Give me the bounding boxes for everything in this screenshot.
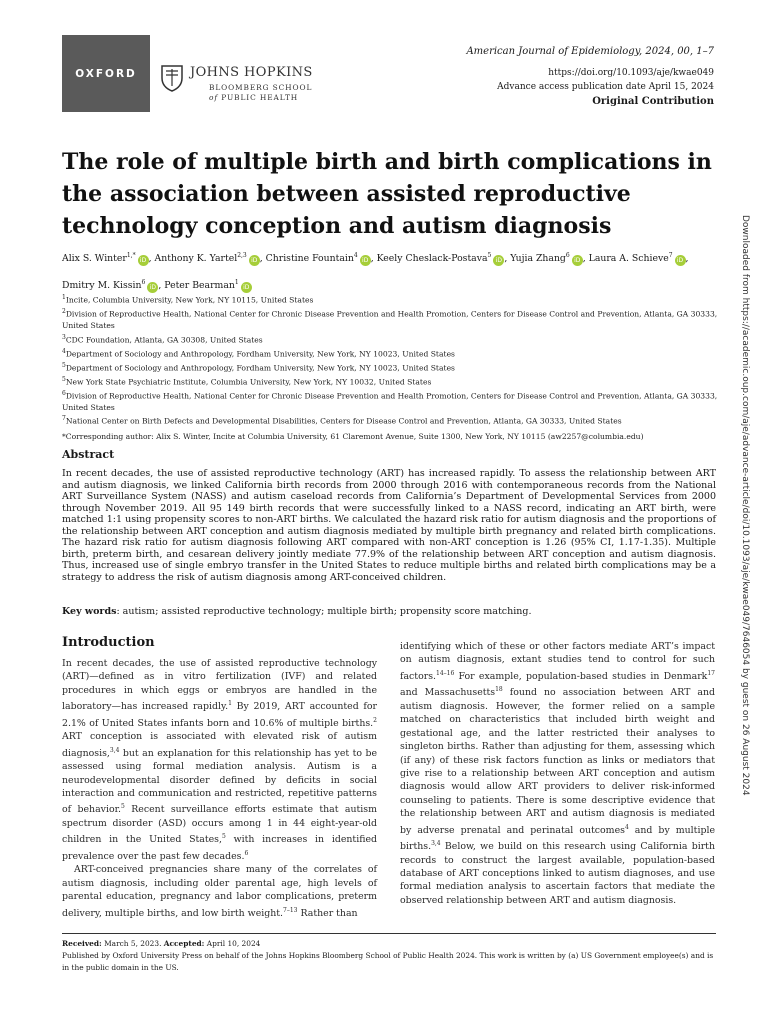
orcid-icon[interactable]: iD xyxy=(138,255,149,266)
intro-paragraph-2: ART-conceived pregnancies share many of the correlates of autism diagnosis, including older parental age, high levels of parental education, pregnancy and labor complications, preterm delivery, multiple births, and low birth weight.$^{7-13}$ Rather than xyxy=(62,864,377,919)
affiliation: $^6$Division of Reproductive Health, National Center for Chronic Disease Prevention and Health Promotion, Centers for Disease Control and Prevention, Atlanta, GA 30333, United States xyxy=(62,389,718,412)
author xyxy=(164,280,251,291)
footer-divider xyxy=(62,933,716,934)
abstract-text: In recent decades, the use of assisted reproductive technology (ART) has increased rapidly. To assess the relationship between ART and autism diagnosis, we linked California birth records from 2000 through 2016 with contemporaneous records from the National ART Surveillance System (NASS) and autism caseload records from California’s Department of Developmental Services from 2000 through November 2019. All 95 149 birth records that were successfully linked to a NASS record, indicating an ART birth, were matched 1:1 using propensity scores to non-ART births. We calculated the hazard risk ratio for autism diagnosis and the proportions of the relationship between ART conception and autism diagnosis mediated by multiple birth pregnancy and related birth complications. The hazard risk ratio for autism diagnosis following ART compared with non-ART conception is 1.26 (95% CI, 1.17-1.35). Multiple birth, preterm birth, and cesarean delivery jointly mediate 77.9% of the relationship between ART conception and autism diagnosis. Thus, increased use of single embryo transfer in the United States to reduce multiple births and related birth complications may be a strategy to address the risk of autism diagnosis among ART-conceived children. xyxy=(62,468,716,583)
affiliation: $^3$CDC Foundation, Atlanta, GA 30308, United States xyxy=(62,333,263,345)
affiliation: $^4$Department of Sociology and Anthropology, Fordham University, New York, NY 10023, United States xyxy=(62,347,455,359)
body-column-right xyxy=(400,640,715,907)
author-name[interactable]: Keely Cheslack-Postava xyxy=(376,253,488,265)
author-affiliation-marker: 5 xyxy=(487,252,492,259)
corresponding-author: *Corresponding author: Alix S. Winter, Incite at Columbia University, 61 Claremont Avenue, Suite 1300, New York, NY 10115 (aw2257@columbia.edu) xyxy=(62,432,644,442)
keywords-label: Key words xyxy=(62,606,117,617)
author-affiliation-marker: 2,3 xyxy=(237,252,247,259)
jhu-logo xyxy=(160,62,320,114)
author xyxy=(510,253,582,264)
keywords: Key words: autism; assisted reproductive technology; multiple birth; propensity score matching. xyxy=(62,606,532,617)
author xyxy=(62,253,149,264)
orcid-icon[interactable]: iD xyxy=(675,255,686,266)
affiliation: $^2$Division of Reproductive Health, National Center for Chronic Disease Prevention and Health Promotion, Centers for Disease Control and Prevention, Atlanta, GA 30333, United States xyxy=(62,308,718,331)
affiliation: $^1$Incite, Columbia University, New York, NY 10115, United States xyxy=(62,294,314,305)
jhu-subline-2: of PUBLIC HEALTH xyxy=(209,93,299,102)
author-list: Alix S. Winter$^{1,*}$iD , Anthony K. Yartel$^{2,3}$iD , Christine Fountain$^4$iD , Keely Cheslack-Postava$^5$iD , Yujia Zhang$^6$iD , Laura A. Schieve$^7$iD , Dmitry M. Kissin$^6$iD , Peter Bearman$^1$iD xyxy=(62,252,689,292)
author-name[interactable]: Peter Bearman xyxy=(164,280,235,292)
author-name[interactable]: Christine Fountain xyxy=(265,253,354,265)
author xyxy=(589,253,686,264)
author xyxy=(266,253,371,264)
author-affiliation-marker: 7 xyxy=(668,252,673,259)
citation-marker[interactable]: 7–13 xyxy=(283,906,298,914)
orcid-icon[interactable]: iD xyxy=(493,255,504,266)
orcid-icon[interactable]: iD xyxy=(360,255,371,266)
citation-marker[interactable]: 5 xyxy=(121,803,125,811)
citation-marker[interactable]: 17 xyxy=(707,669,715,677)
jhu-shield-icon xyxy=(160,64,184,92)
author-affiliation-marker: 6 xyxy=(141,279,146,287)
intro-paragraph-1: In recent decades, the use of assisted reproductive technology (ART)—defined as in vitro fertilization (IVF) and related procedures in which eggs or embryos are handled in the laboratory—has increased rapidly.$^1$ By 2019, ART accounted for 2.1% of United States infants born and 10.6% of multiple births.$^2$ ART conception is associated with elevated risk of autism diagnosis,$^{3,4}$ but an explanation for this relationship has yet to be assessed using formal mediation analysis. Autism is a neurodevelopmental disorder defined by deficits in social interaction and communication and restricted, repetitive patterns of behavior.$^5$ Recent surveillance efforts estimate that autism spectrum disorder (ASD) occurs among 1 in 44 eight-year-old children in the United States,$^5$ with increases in identified prevalence over the past few decades.$^6$ xyxy=(62,658,378,863)
citation-marker[interactable]: 3,4 xyxy=(109,746,120,754)
author-affiliation-marker: 4 xyxy=(353,252,358,259)
affiliations xyxy=(62,292,722,443)
body-column-left xyxy=(62,657,377,920)
orcid-icon[interactable]: iD xyxy=(241,282,252,293)
author xyxy=(377,253,505,264)
citation-marker[interactable]: 14–16 xyxy=(436,669,455,677)
author-affiliation-marker: 1,* xyxy=(126,252,136,259)
author-name[interactable]: Yujia Zhang xyxy=(510,253,566,265)
intro-paragraph-3: identifying which of these or other factors mediate ART’s impact on autism diagnosis, extant studies tend to control for such factors.$^{14-16}$ For example, population-based studies in Denmark$^{17}$ and Massachusetts$^{18}$ found no association between ART and autism diagnosis. However, the former relied on a sample matched on characteristics that included birth weight and gestational age, and the latter restricted their analyses to singleton births. Rather than adjusting for them, assessing which (if any) of these risk factors function as links or mediators that give rise to a relationship between ART conception and autism diagnosis would allow ART providers to deliver risk-informed counseling to patients. There is some descriptive evidence that the relationship between ART and autism diagnosis is mediated by adverse prenatal and perinatal outcomes$^4$ and by multiple births.$^{3,4}$ Below, we build on this research using California birth records to construct the largest available, population-based database of ART conceptions linked to autism diagnoses, and use formal mediation analysis to ascertain factors that mediate the observed relationship between ART and autism diagnosis. xyxy=(400,641,716,906)
citation-marker[interactable]: 18 xyxy=(495,686,503,694)
citation-marker[interactable]: 4 xyxy=(624,823,629,831)
author-affiliation-marker: 6 xyxy=(565,252,570,259)
oxford-logo: OXFORD xyxy=(62,35,150,112)
orcid-icon[interactable]: iD xyxy=(147,282,158,293)
jhu-subline-1: BLOOMBERG SCHOOL xyxy=(209,83,313,92)
download-watermark: Downloaded from https://academic.oup.com/aje/advance-article/doi/10.1093/aje/kwae049/7646054 by guest on 26 August 2024 xyxy=(740,215,750,796)
advance-access-date: Advance access publication date April 15, 2024 xyxy=(497,82,714,92)
affiliation: $^7$National Center on Birth Defects and Developmental Disabilities, Centers for Disease Control and Prevention, Atlanta, GA 30333, United States xyxy=(62,415,622,426)
affiliation: $^5$New York State Psychiatric Institute, Columbia University, New York, NY 10032, United States xyxy=(62,375,432,387)
author xyxy=(155,253,260,264)
journal-citation: American Journal of Epidemiology, 2024, 00, 1–7 xyxy=(466,46,714,57)
footer xyxy=(62,938,716,974)
article-title: The role of multiple birth and birth complications in the association between assisted reproductive technology conception and autism diagnosis xyxy=(62,149,712,239)
license-statement: Published by Oxford University Press on behalf of the Johns Hopkins Bloomberg School of Public Health 2024. This work is written by (a) US Government employee(s) and is in the public domain in the US. xyxy=(62,951,714,972)
citation-marker[interactable]: 2 xyxy=(373,716,377,724)
orcid-icon[interactable]: iD xyxy=(249,255,260,266)
jhu-name: JOHNS HOPKINS xyxy=(190,65,313,80)
dates-line: Received: March 5, 2023. Accepted: April 10, 2024 xyxy=(62,939,261,948)
introduction-heading: Introduction xyxy=(62,635,155,650)
keywords-text: autism; assisted reproductive technology; multiple birth; propensity score matching. xyxy=(122,606,532,617)
affiliation-list xyxy=(62,292,722,427)
citation-marker[interactable]: 1 xyxy=(228,700,232,708)
doi-link[interactable]: https://doi.org/10.1093/aje/kwae049 xyxy=(548,68,714,78)
author-name[interactable]: Dmitry M. Kissin xyxy=(62,280,142,292)
citation-marker[interactable]: 6 xyxy=(244,849,249,857)
citation-marker[interactable]: 5 xyxy=(221,833,226,841)
author-affiliation-marker: 1 xyxy=(234,279,239,287)
author-name[interactable]: Anthony K. Yartel xyxy=(154,253,238,265)
orcid-icon[interactable]: iD xyxy=(572,255,583,266)
author-name[interactable]: Laura A. Schieve xyxy=(588,253,669,265)
affiliation: $^5$Department of Sociology and Anthropology, Fordham University, New York, NY 10023, United States xyxy=(62,361,455,373)
article-type: Original Contribution xyxy=(592,96,714,107)
abstract-heading: Abstract xyxy=(62,448,115,461)
author-name[interactable]: Alix S. Winter xyxy=(62,253,127,265)
author xyxy=(62,280,158,291)
citation-marker[interactable]: 3,4 xyxy=(431,840,441,848)
